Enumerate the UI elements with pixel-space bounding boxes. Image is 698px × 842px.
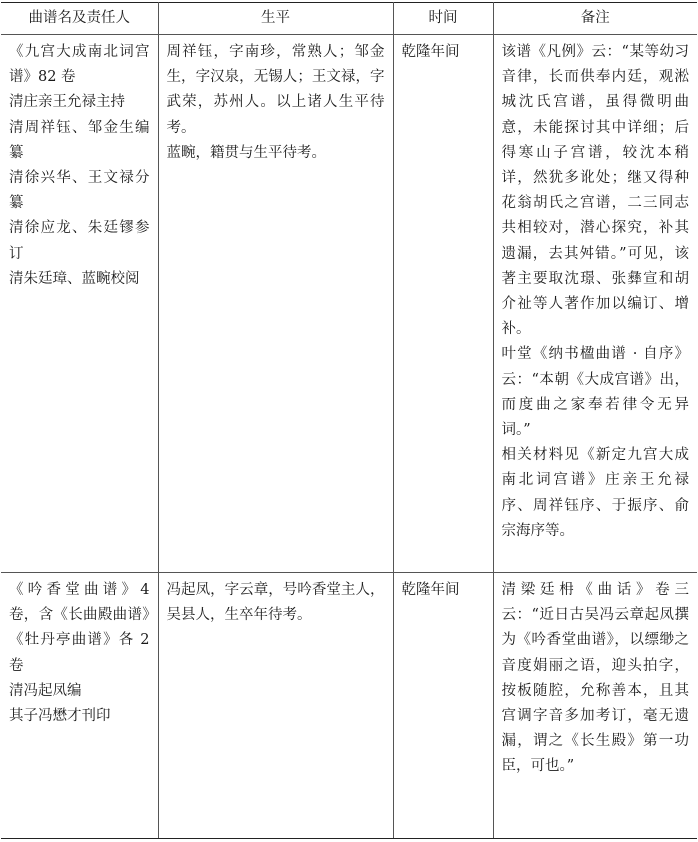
notes-paragraph: 清梁廷枏《曲话》卷三云：“近日古吴冯云章起凤撰为《吟香堂曲谱》，以缥缈之音度娟丽之语，迎头拍字，按板随腔，允称善本，且其宫调字音多加考订，毫无遗漏，谓之《长生殿》第一功臣，可也。” <box>501 582 689 775</box>
notes-cell <box>493 35 697 573</box>
header-notes: 备注 <box>493 3 697 35</box>
time-value: 乾隆年间 <box>401 44 460 60</box>
header-time: 时间 <box>393 3 493 35</box>
bio-cell <box>158 35 393 573</box>
time-cell <box>393 35 493 573</box>
header-row <box>1 3 697 35</box>
name-line: 清徐兴华、王文禄分纂 <box>9 170 150 212</box>
name-line: 清徐应龙、朱廷镠参订 <box>9 220 150 262</box>
name-line: 《吟香堂曲谱》4 卷，含《长曲殿曲谱》《牡丹亭曲谱》各 2 卷 <box>9 582 150 674</box>
catalog-table <box>1 2 697 839</box>
bio-cell <box>158 573 393 839</box>
header-bio: 生平 <box>158 3 393 35</box>
bio-paragraph: 冯起凤，字云章，号吟香堂主人，吴县人，生卒年待考。 <box>166 582 385 624</box>
name-cell <box>1 573 158 839</box>
name-cell <box>1 35 158 573</box>
name-line: 清周祥钰、邹金生编纂 <box>9 119 150 161</box>
time-cell <box>393 573 493 839</box>
notes-paragraph: 叶堂《纳书楹曲谱 · 自序》云：“本朝《大成宫谱》出，而度曲之家奉若律令无异词。” <box>501 346 689 439</box>
header-name: 曲谱名及责任人 <box>1 3 158 35</box>
name-line: 清冯起凤编 <box>9 682 82 699</box>
bio-paragraph: 蓝畹，籍贯与生平待考。 <box>166 144 326 161</box>
name-line: 清庄亲王允禄主持 <box>9 94 125 111</box>
name-line: 《九宫大成南北词宫谱》82 卷 <box>9 44 150 86</box>
notes-paragraph: 相关材料见《新定九宫大成南北词宫谱》庄亲王允禄序、周祥钰序、于振序、俞宗海序等。 <box>501 447 689 539</box>
table-row <box>1 35 697 573</box>
name-line: 其子冯懋才刊印 <box>9 708 111 725</box>
time-value: 乾隆年间 <box>401 582 460 598</box>
table-row <box>1 573 697 839</box>
notes-paragraph: 该谱《凡例》云：“某等幼习音律，长而供奉内廷，观淞城沈氏宫谱，虽得微明曲意，未能探讨其中详细；后得寒山子宫谱，较沈本稍详，然犹多讹处；继又得种花翁胡氏之宫谱，二三同志共相较对，潜心探究，补其遗漏，去其舛错。”可见，该著主要取沈璟、张彝宣和胡介祉等人著作加以编订、增补。 <box>501 44 689 338</box>
bio-paragraph: 周祥钰，字南珍，常熟人；邹金生，字汉泉，无锡人；王文禄，字武荣，苏州人。以上诸人生平待考。 <box>166 44 385 136</box>
name-line: 清朱廷璋、蓝畹校阅 <box>9 270 140 287</box>
notes-cell <box>493 573 697 839</box>
